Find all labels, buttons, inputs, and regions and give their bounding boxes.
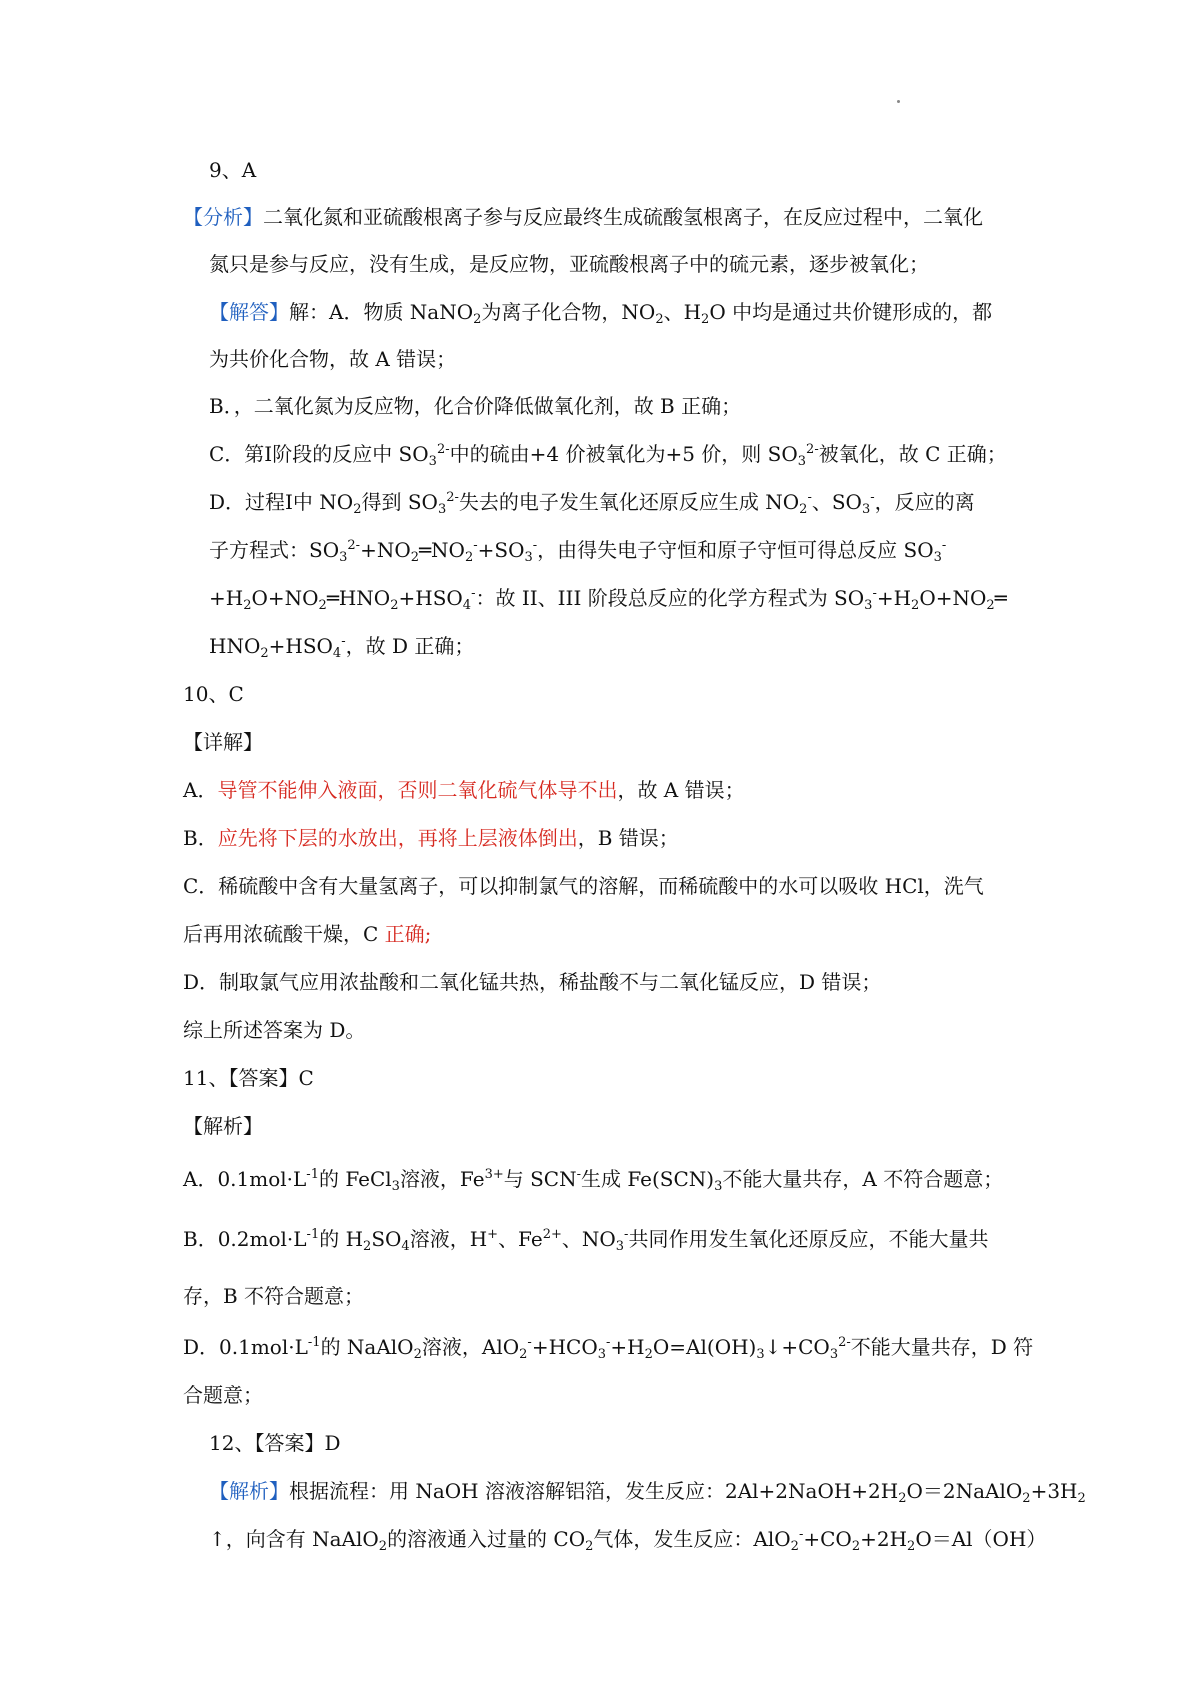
q9-title: 9、A	[209, 158, 257, 182]
q9-option-c: C．第Ⅰ阶段的反应中 $SO_3^{2-}$中的硫由+4 价被氧化为+5 价，则 $SO_3^{2-}$被氧化，故 C 正确；	[209, 442, 1007, 469]
q11-option-b-line-2: 存，B 不符合题意；	[183, 1284, 365, 1308]
q10-option-a: A．导管不能伸入液面，否则二氧化硫气体导不出，故 A 错误；	[183, 778, 745, 802]
q11-title: 11、【答案】C	[183, 1066, 314, 1090]
q12-title: 12、【答案】D	[209, 1431, 341, 1455]
q10-summary: 综上所述答案为 D。	[183, 1018, 366, 1042]
q9-option-d-line-2: 子方程式：$SO_3^{2-}+NO_2═NO_2^-+SO_3^-$，由得失电子守恒和原子守恒可得总反应 $SO_3^-$	[209, 538, 947, 565]
q9-option-d-line-1: D．过程Ⅰ中 $NO_2$得到 $SO_3^{2-}$失去的电子发生氧化还原反应生成 $NO_2^-$、$SO_3^-$，反应的离	[209, 490, 975, 517]
q12-explain-line-1: 【解析】根据流程：用 NaOH 溶液溶解铝箔，发生反应：$2Al+2NaOH+2H_2O=2NaAlO_2+3H_2$	[209, 1479, 1086, 1506]
q9-option-d-line-4: $HNO_2+HSO_4^-$，故 D 正确；	[209, 634, 475, 661]
q11-option-d-line-2: 合题意；	[183, 1383, 263, 1407]
q9-analysis-line-2: 氮只是参与反应，没有生成，是反应物，亚硫酸根离子中的硫元素，逐步被氧化；	[209, 252, 929, 276]
q11-option-a: A．$0.1mol\cdot L^{-1}$的 FeCl$_3$溶液，$Fe^{3+}$与 SCN-生成 $Fe(SCN)_3$不能大量共存，A 不符合题意；	[183, 1167, 1004, 1194]
q10-option-c-line-1: C．稀硫酸中含有大量氢离子，可以抑制氯气的溶解，而稀硫酸中的水可以吸收 HCl，洗气	[183, 874, 984, 898]
q11-option-d-line-1: D．$0.1mol\cdot L^{-1}$的 NaAlO$_2$溶液，$AlO_2^-+HCO_3^-+H_2O=Al(OH)_3↓+CO_3^{2-}$不能大量共存，D 符	[183, 1335, 1034, 1362]
q10-option-b: B．应先将下层的水放出，再将上层液体倒出，B 错误；	[183, 826, 679, 850]
q10-detail-tag: 【详解】	[183, 730, 263, 754]
q9-answer-line-1: 【解答】解：A．物质 NaNO$_2$为离子化合物，$NO_2$、$H_2O$ 中均是通过共价键形成的，都	[209, 300, 993, 327]
q9-analysis-line-1: 【分析】二氧化氮和亚硫酸根离子参与反应最终生成硫酸氢根离子，在反应过程中，二氧化	[183, 205, 983, 229]
answer-tag: 【解答】	[209, 300, 289, 324]
scan-dot	[897, 100, 900, 103]
q10-option-c-line-2: 后再用浓硫酸干燥，C 正确;	[183, 922, 432, 946]
q10-title: 10、C	[183, 682, 244, 706]
q10-option-d: D．制取氯气应用浓盐酸和二氧化锰共热，稀盐酸不与二氧化锰反应，D 错误；	[183, 970, 882, 994]
q12-explain-line-2: ↑，向含有 NaAlO$_2$的溶液通入过量的 $CO_2$气体，发生反应：$AlO_2^-+CO_2+2H_2O=Al(OH)$	[209, 1527, 1047, 1554]
q11-explain-tag: 【解析】	[183, 1114, 263, 1138]
q9-option-b: B．，二氧化氮为反应物，化合价降低做氧化剂，故 B 正确；	[209, 394, 742, 418]
q9-answer-line-2: 为共价化合物，故 A 错误；	[209, 347, 457, 371]
explain-tag: 【解析】	[209, 1479, 289, 1503]
q9-option-d-line-3: $+H_2O+NO_2═HNO_2+HSO_4^-$：故 II、III 阶段总反应的化学方程式为 $SO_3^-+H_2O+NO_2═$	[209, 586, 1007, 613]
q11-option-b-line-1: B．$0.2mol\cdot L^{-1}$的 $H_2SO_4$溶液，H+、$Fe^{2+}$、$NO_3^-$共同作用发生氧化还原反应，不能大量共	[183, 1227, 989, 1254]
analysis-tag: 【分析】	[183, 205, 263, 229]
